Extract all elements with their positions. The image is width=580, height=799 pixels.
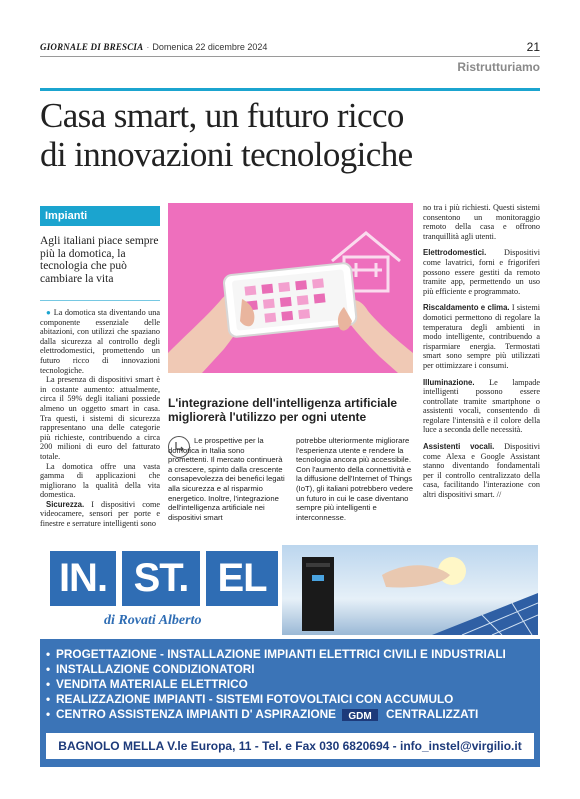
column-1-body — [40, 308, 160, 529]
col1-paragraph-1: La domotica sta diventando una componente essenziale delle abitazioni, con utilizzi che spaziano dalla sicurezza al controllo degli elettrodomestici, promettendo un futuro ricco di innovazioni tecnologiche. — [40, 308, 160, 375]
page-header — [40, 42, 540, 56]
header-divider — [40, 56, 540, 57]
col3-lead-voice: Assistenti vocali. — [423, 442, 495, 452]
article-column-3 — [423, 203, 540, 507]
smart-home-illustration — [168, 203, 413, 373]
logo-block-2: ST. — [122, 551, 200, 606]
solar-panel-icon — [432, 593, 538, 635]
col3-paragraph-2: Dispositivi come lavatrici, forni e frigoriferi possono essere gestiti da remoto tramite app, permettendo un uso più efficiente e programmato. — [423, 248, 540, 296]
advertisement — [40, 539, 540, 767]
company-logo — [44, 543, 280, 635]
col3-lead-appliances: Elettrodomestici. — [423, 248, 487, 258]
issue-date: Domenica 22 dicembre 2024 — [152, 42, 268, 52]
article-column-1 — [40, 206, 160, 529]
newspaper-name: GIORNALE DI BRESCIA — [40, 42, 144, 52]
service-item: • REALIZZAZIONE IMPIANTI - SISTEMI FOTOVOLTAICI CON ACCUMULO — [46, 692, 454, 706]
col1-paragraph-3: La domotica offre una vasta gamma di applicazioni che migliorano la qualità della vita domestica. — [40, 461, 160, 500]
page-number: 21 — [526, 40, 540, 54]
article-deck: Agli italiani piace sempre più la domotica, la tecnologia che può cambiare la vita — [40, 235, 159, 285]
col3-paragraph-4: Le lampade intelligenti possono essere controllate tramite smartphone o assistenti vocali, consentendo di regolare l'intensità e il colore della luce a seconda delle necessità. — [423, 377, 540, 435]
logo-block-3: EL — [206, 551, 278, 606]
headline-line-2: di innovazioni tecnologiche — [40, 135, 413, 174]
section-label: Ristrutturiamo — [457, 60, 540, 74]
col3-lead-lighting: Illuminazione. — [423, 377, 475, 387]
main-headline — [40, 96, 540, 174]
bullet-icon: ● — [46, 308, 52, 317]
company-owner: di Rovati Alberto — [104, 613, 202, 628]
secondary-column-a — [168, 436, 286, 522]
gdm-logo — [342, 709, 378, 721]
header-separator: · — [146, 42, 150, 52]
svg-text:GDM: GDM — [348, 710, 372, 721]
col3-paragraph-1: no tra i più richiesti. Questi sistemi consentono un monitoraggio remoto della casa e offrono tranquillità agli utenti. — [423, 203, 540, 241]
col3-lead-heating: Riscaldamento e clima. — [423, 303, 510, 313]
col1-paragraph-4-lead: Sicurezza. — [46, 499, 85, 509]
accent-divider — [40, 88, 540, 91]
smart-home-photo — [168, 203, 413, 373]
secondary-headline: L'integrazione dell'intelligenza artificiale migliorerà l'utilizzo per ogni utente — [168, 396, 398, 424]
col1-paragraph-4: I dispositivi come videocamere, sensori per porte e finestre e serrature intelligenti sono — [40, 499, 160, 529]
deck-divider — [40, 300, 160, 301]
service-item: • CENTRO ASSISTENZA IMPIANTI D' ASPIRAZIONE GDM CENTRALIZZATI — [46, 707, 479, 721]
service-item: • INSTALLAZIONE CONDIZIONATORI — [46, 662, 255, 676]
battery-cabinet-icon — [302, 557, 334, 631]
service-item: • VENDITA MATERIALE ELETTRICO — [46, 677, 248, 691]
col3-paragraph-3: I sistemi domotici permettono di regolare la temperatura degli ambienti in modo intelligente, contribuendo a risparmiare energia. Termostati smart sono sempre più utilizzati per ottimizzare i consumi. — [423, 303, 540, 370]
kicker-badge: Impianti — [40, 206, 160, 226]
col1-paragraph-2: La presenza di dispositivi smart è in costante aumento: attualmente, circa il 59% degli italiani possiede almeno un oggetto smart in casa. Tra questi, i sistemi di sicurezza rappresentano una delle categorie più richieste, contribuendo a circa 200 milioni di euro del fatturato totale. — [40, 375, 160, 461]
ad-product-photo — [282, 545, 538, 635]
service-item: • PROGETTAZIONE - INSTALLAZIONE IMPIANTI ELETTRICI CIVILI E INDUSTRIALI — [46, 647, 506, 661]
secondary-text-a: Le prospettive per la domotica in Italia sono promettenti. Il mercato continuerà a crescere, spinto dalla crescente consapevolezza dei benefici legati alla sicurezza e al risparmio energetico. Inoltre, l'integrazione dell'intelligenza artificiale nei dispositivi smart — [168, 436, 285, 522]
contact-address: BAGNOLO MELLA V.le Europa, 11 - Tel. e Fax 030 6820694 - info_instel@virgilio.it — [46, 733, 534, 759]
col3-paragraph-5: Dispositivi come Alexa e Google Assistant stanno diventando fondamentali per il controllo centralizzato della casa, facilitando l'interazione con altri dispositivi smart. // — [423, 442, 541, 500]
headline-line-1: Casa smart, un futuro ricco — [40, 96, 404, 135]
secondary-column-b: potrebbe ulteriormente migliorare l'esperienza utente e rendere la tecnologia ancora più accessibile. Con l'aumento della connettività e la diffusione dell'Internet of Things (IoT), gli italiani potrebbero vedere un futuro in cui le case diventano sempre più intelligenti e interconnesse. — [296, 436, 414, 522]
services-list — [46, 647, 536, 722]
logo-block-1: IN. — [50, 551, 116, 606]
